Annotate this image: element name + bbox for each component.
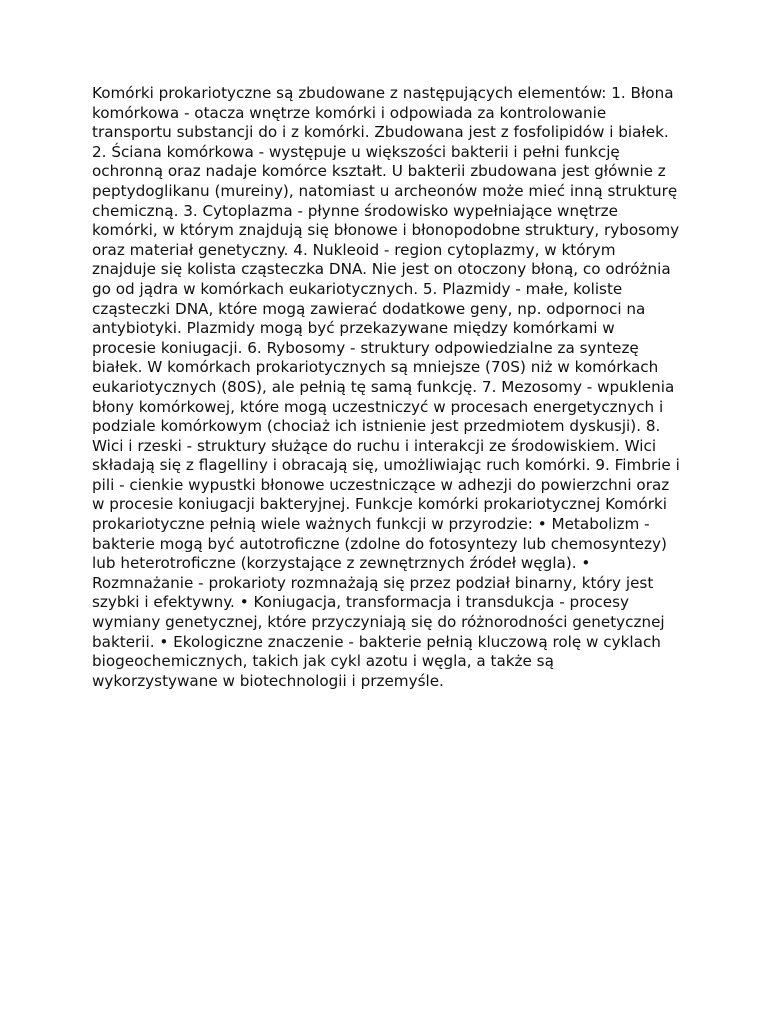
body-paragraph: Komórki prokariotyczne są zbudowane z następujących elementów: 1. Błona komórkowa - otacza wnętrze komórki i odpowiada za kontrolowanie transportu substancji do i z komórki. Zbudowana jest z fosfolipidów i białek. 2. Ściana komórkowa - występuje u większości bakterii i pełni funkcję ochronną oraz nadaje komórce kształt. U bakterii zbudowana jest głównie z peptydoglikanu (mureiny), natomiast u archeonów może mieć inną strukturę chemiczną. 3. Cytoplazma - płynne środowisko wypełniające wnętrze komórki, w którym znajdują się błonowe i błonopodobne struktury, rybosomy oraz materiał genetyczny. 4. Nukleoid - region cytoplazmy, w którym znajduje się kolista cząsteczka DNA. Nie jest on otoczony błoną, co odróżnia go od jądra w komórkach eukariotycznych. 5. Plazmidy - małe, koliste cząsteczki DNA, które mogą zawierać dodatkowe geny, np. odpornoci na antybiotyki. Plazmidy mogą być przekazywane między komórkami w procesie koniugacji. 6. Rybosomy - struktury odpowiedzialne za syntezę białek. W komórkach prokariotycznych są mniejsze (70S) niż w komórkach eukariotycznych (80S), ale pełnią tę samą funkcję. 7. Mezosomy - wpuklenia błony komórkowej, które mogą uczestniczyć w procesach energetycznych i podziale komórkowym (chociaż ich istnienie jest przedmiotem dyskusji). 8. Wici i rzeski - struktury służące do ruchu i interakcji ze środowiskiem. Wici składają się z flagelliny i obracają się, umożliwiając ruch komórki. 9. Fimbrie i pili - cienkie wypustki błonowe uczestniczące w adhezji do powierzchni oraz w procesie koniugacji bakteryjnej. Funkcje komórki prokariotycznej Komórki prokariotyczne pełnią wiele ważnych funkcji w przyrodzie: • Metabolizm - bakterie mogą być autotroficzne (zdolne do fotosyntezy lub chemosyntezy) lub heterotroficzne (korzystające z zewnętrznych źródeł węgla). • Rozmnażanie - prokarioty rozmnażają się przez podział binarny, który jest szybki i efektywny. • Koniugacja, transformacja i transdukcja - procesy wymiany genetycznej, które przyczyniają się do różnorodności genetycznej bakterii. • Ekologiczne znaczenie - bakterie pełnią kluczową rolę w cyklach biogeochemicznych, takich jak cykl azotu i węgla, a także są wykorzystywane w biotechnologii i przemyśle.	[92, 84, 680, 690]
